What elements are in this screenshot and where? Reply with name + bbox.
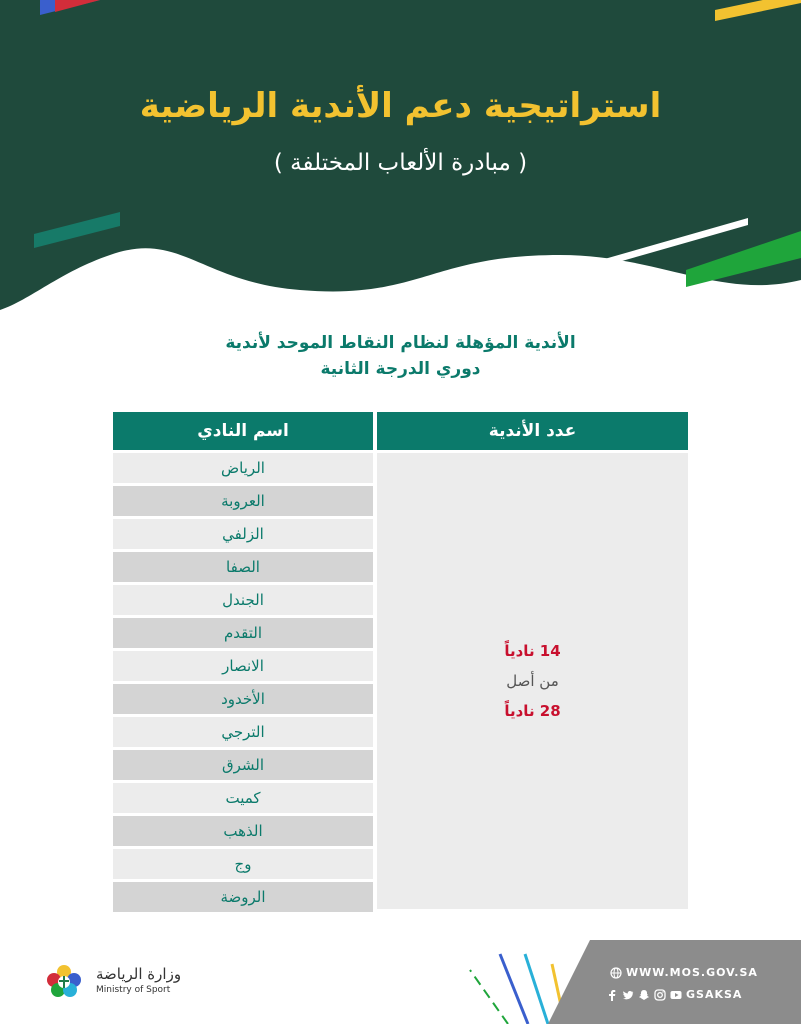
snapchat-icon[interactable]: [638, 989, 650, 1001]
club-row: الجندل: [113, 585, 373, 615]
facebook-icon[interactable]: [606, 989, 618, 1001]
twitter-icon[interactable]: [622, 989, 634, 1001]
club-row: الأخدود: [113, 684, 373, 714]
website-link[interactable]: [610, 966, 758, 979]
column-header-club-name: اسم النادي: [113, 412, 373, 450]
club-row: الذهب: [113, 816, 373, 846]
club-row: الترجي: [113, 717, 373, 747]
club-row: الروضة: [113, 882, 373, 912]
globe-icon: [610, 967, 622, 979]
club-row: وج: [113, 849, 373, 879]
count-separator-text: من أصل: [506, 672, 559, 690]
club-row: الصفا: [113, 552, 373, 582]
page-title: استراتيجية دعم الأندية الرياضية: [139, 86, 662, 126]
qualified-count: 14 نادياً: [504, 642, 561, 660]
club-row: الزلفي: [113, 519, 373, 549]
club-row: كميت: [113, 783, 373, 813]
club-row: الرياض: [113, 453, 373, 483]
column-header-club-count: عدد الأندية: [377, 412, 688, 450]
website-text: WWW.MOS.GOV.SA: [626, 966, 758, 979]
club-list: [113, 453, 373, 915]
instagram-icon[interactable]: [654, 989, 666, 1001]
section-title-line1: الأندية المؤهلة لنظام النقاط الموحد لأندية: [225, 333, 576, 353]
club-row: الشرق: [113, 750, 373, 780]
club-row: التقدم: [113, 618, 373, 648]
youtube-icon[interactable]: [670, 989, 682, 1001]
club-row: العروبة: [113, 486, 373, 516]
social-links: [606, 988, 742, 1001]
club-count-cell: [377, 453, 688, 909]
section-title-line2: دوري الدرجة الثانية: [320, 359, 481, 379]
page-subtitle: ( مبادرة الألعاب المختلفة ): [273, 150, 528, 176]
club-row: الانصار: [113, 651, 373, 681]
section-title: [0, 330, 801, 382]
footer-panel: [548, 940, 801, 1024]
social-handle[interactable]: GSAKSA: [686, 988, 743, 1001]
total-count: 28 نادياً: [504, 702, 561, 720]
ministry-name-english: Ministry of Sport: [96, 985, 171, 995]
ministry-name-arabic: وزارة الرياضة: [96, 965, 182, 983]
